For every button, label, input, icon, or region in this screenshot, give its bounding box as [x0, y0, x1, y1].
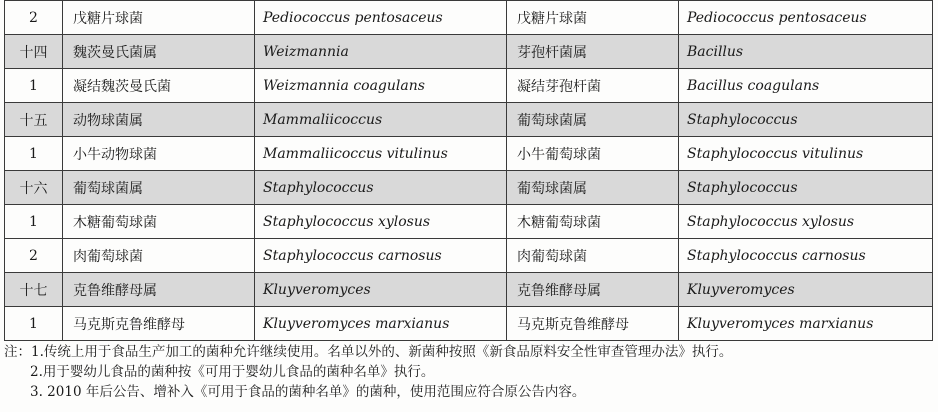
former-chinese-name-cell: 葡萄球菌属 [507, 171, 679, 205]
chinese-name-cell: 葡萄球菌属 [63, 171, 255, 205]
serial-number-cell: 十四 [5, 35, 63, 69]
latin-name-cell: Staphylococcus carnosus [255, 239, 507, 273]
serial-number-cell: 十六 [5, 171, 63, 205]
species-row [5, 69, 933, 103]
species-row [5, 307, 933, 341]
chinese-name-cell: 凝结魏茨曼氏菌 [63, 69, 255, 103]
genus-row [5, 35, 933, 69]
serial-number-cell: 1 [5, 137, 63, 171]
former-chinese-name-cell: 凝结芽孢杆菌 [507, 69, 679, 103]
latin-name-cell: Kluyveromyces [255, 273, 507, 307]
chinese-name-cell: 魏茨曼氏菌属 [63, 35, 255, 69]
former-chinese-name-cell: 克鲁维酵母属 [507, 273, 679, 307]
chinese-name-cell: 肉葡萄球菌 [63, 239, 255, 273]
former-latin-name-cell: Pediococcus pentosaceus [679, 1, 933, 35]
chinese-name-cell: 克鲁维酵母属 [63, 273, 255, 307]
latin-name-cell: Mammaliicoccus vitulinus [255, 137, 507, 171]
footnote-3: 3. 2010 年后公告、增补入《可用于食品的菌种名单》的菌种，使用范围应符合原公告内容。 [30, 384, 586, 400]
serial-number-cell: 1 [5, 205, 63, 239]
former-chinese-name-cell: 马克斯克鲁维酵母 [507, 307, 679, 341]
chinese-name-cell: 马克斯克鲁维酵母 [63, 307, 255, 341]
former-latin-name-cell: Staphylococcus [679, 103, 933, 137]
footnote-2: 2.用于婴幼儿食品的菌种按《可用于婴幼儿食品的菌种名单》执行。 [30, 364, 435, 380]
serial-number-cell: 十七 [5, 273, 63, 307]
serial-number-cell: 2 [5, 1, 63, 35]
latin-name-cell: Pediococcus pentosaceus [255, 1, 507, 35]
serial-number-cell: 2 [5, 239, 63, 273]
former-chinese-name-cell: 小牛葡萄球菌 [507, 137, 679, 171]
former-latin-name-cell: Staphylococcus carnosus [679, 239, 933, 273]
former-chinese-name-cell: 木糖葡萄球菌 [507, 205, 679, 239]
latin-name-cell: Weizmannia [255, 35, 507, 69]
chinese-name-cell: 动物球菌属 [63, 103, 255, 137]
latin-name-cell: Kluyveromyces marxianus [255, 307, 507, 341]
species-row [5, 239, 933, 273]
chinese-name-cell: 小牛动物球菌 [63, 137, 255, 171]
chinese-name-cell: 木糖葡萄球菌 [63, 205, 255, 239]
latin-name-cell: Mammaliicoccus [255, 103, 507, 137]
former-latin-name-cell: Kluyveromyces [679, 273, 933, 307]
genus-row [5, 273, 933, 307]
former-chinese-name-cell: 戊糖片球菌 [507, 1, 679, 35]
serial-number-cell: 十五 [5, 103, 63, 137]
former-chinese-name-cell: 芽孢杆菌属 [507, 35, 679, 69]
strain-table-body [5, 1, 933, 341]
latin-name-cell: Weizmannia coagulans [255, 69, 507, 103]
former-latin-name-cell: Staphylococcus xylosus [679, 205, 933, 239]
genus-row [5, 103, 933, 137]
species-row [5, 1, 933, 35]
former-chinese-name-cell: 肉葡萄球菌 [507, 239, 679, 273]
footnote-1: 注：1.传统上用于食品生产加工的菌种允许继续使用。名单以外的、新菌种按照《新食品原料安全性审查管理办法》执行。 [4, 344, 733, 360]
former-latin-name-cell: Bacillus coagulans [679, 69, 933, 103]
former-latin-name-cell: Kluyveromyces marxianus [679, 307, 933, 341]
latin-name-cell: Staphylococcus xylosus [255, 205, 507, 239]
former-chinese-name-cell: 葡萄球菌属 [507, 103, 679, 137]
strain-table [4, 0, 933, 341]
species-row [5, 205, 933, 239]
chinese-name-cell: 戊糖片球菌 [63, 1, 255, 35]
former-latin-name-cell: Bacillus [679, 35, 933, 69]
genus-row [5, 171, 933, 205]
former-latin-name-cell: Staphylococcus [679, 171, 933, 205]
footnotes [4, 342, 934, 402]
species-row [5, 137, 933, 171]
latin-name-cell: Staphylococcus [255, 171, 507, 205]
former-latin-name-cell: Staphylococcus vitulinus [679, 137, 933, 171]
serial-number-cell: 1 [5, 69, 63, 103]
serial-number-cell: 1 [5, 307, 63, 341]
